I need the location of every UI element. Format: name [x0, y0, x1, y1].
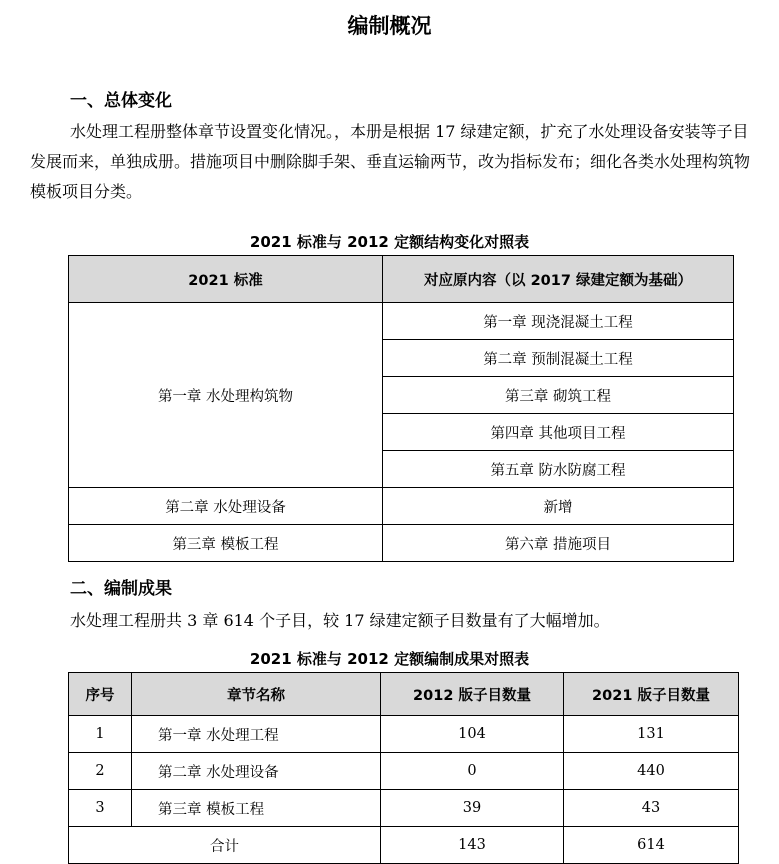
- table-header-row: [69, 256, 734, 303]
- table-cell: 第六章 措施项目: [383, 525, 734, 562]
- page-title: 编制概况: [347, 14, 432, 38]
- table-cell: 104: [381, 716, 564, 753]
- table-cell: 第三章 模板工程: [132, 790, 381, 827]
- table-cell: 第二章 水处理设备: [132, 753, 381, 790]
- column-header: 2021 标准: [69, 256, 383, 303]
- total-label: 合计: [69, 827, 381, 864]
- table-cell: 第四章 其他项目工程: [383, 414, 734, 451]
- table-row: [69, 790, 739, 827]
- table-cell: 第二章 水处理设备: [69, 488, 383, 525]
- table-cell: 131: [564, 716, 739, 753]
- table-cell: 614: [564, 827, 739, 864]
- overall-change-paragraph: 水处理工程册整体章节设置变化情况。，本册是根据 17 绿建定额，扩充了水处理设备安装等子目发展而来，单独成册。措施项目中删除脚手架、垂直运输两节，改为指标发布；细化各类水处理构筑物模板项目分类。: [30, 122, 751, 201]
- results-paragraph: 水处理工程册共 3 章 614 个子目，较 17 绿建定额子目数量有了大幅增加。: [70, 611, 610, 630]
- table-cell: 43: [564, 790, 739, 827]
- table-cell: 143: [381, 827, 564, 864]
- column-header: 2012 版子目数量: [381, 673, 564, 716]
- column-header: 序号: [69, 673, 132, 716]
- table-cell: 0: [381, 753, 564, 790]
- column-header: 章节名称: [132, 673, 381, 716]
- table-cell: 3: [69, 790, 132, 827]
- column-header: 对应原内容（以 2017 绿建定额为基础）: [383, 256, 734, 303]
- section-heading-overall-change: 一、总体变化: [70, 91, 172, 111]
- table-cell: 新增: [383, 488, 734, 525]
- structure-table-caption: 2021 标准与 2012 定额结构变化对照表: [249, 233, 530, 251]
- table-cell: 440: [564, 753, 739, 790]
- table-cell: 1: [69, 716, 132, 753]
- table-cell: 39: [381, 790, 564, 827]
- table-header-row: [69, 673, 739, 716]
- column-header: 2021 版子目数量: [564, 673, 739, 716]
- table-row: [69, 716, 739, 753]
- table-row: [69, 303, 734, 340]
- table-cell: 第一章 水处理工程: [132, 716, 381, 753]
- section-heading-results: 二、编制成果: [70, 579, 172, 599]
- table-cell: 第三章 模板工程: [69, 525, 383, 562]
- structure-comparison-table: [68, 255, 734, 562]
- table-cell: 第二章 预制混凝土工程: [383, 340, 734, 377]
- table-cell: 2: [69, 753, 132, 790]
- results-comparison-table: [68, 672, 739, 864]
- results-table-caption: 2021 标准与 2012 定额编制成果对照表: [249, 650, 530, 668]
- table-row: [69, 525, 734, 562]
- table-cell: 第五章 防水防腐工程: [383, 451, 734, 488]
- table-cell: 第一章 现浇混凝土工程: [383, 303, 734, 340]
- table-row: [69, 753, 739, 790]
- table-row: [69, 488, 734, 525]
- table-cell: 第三章 砌筑工程: [383, 377, 734, 414]
- table-cell: 第一章 水处理构筑物: [69, 303, 383, 488]
